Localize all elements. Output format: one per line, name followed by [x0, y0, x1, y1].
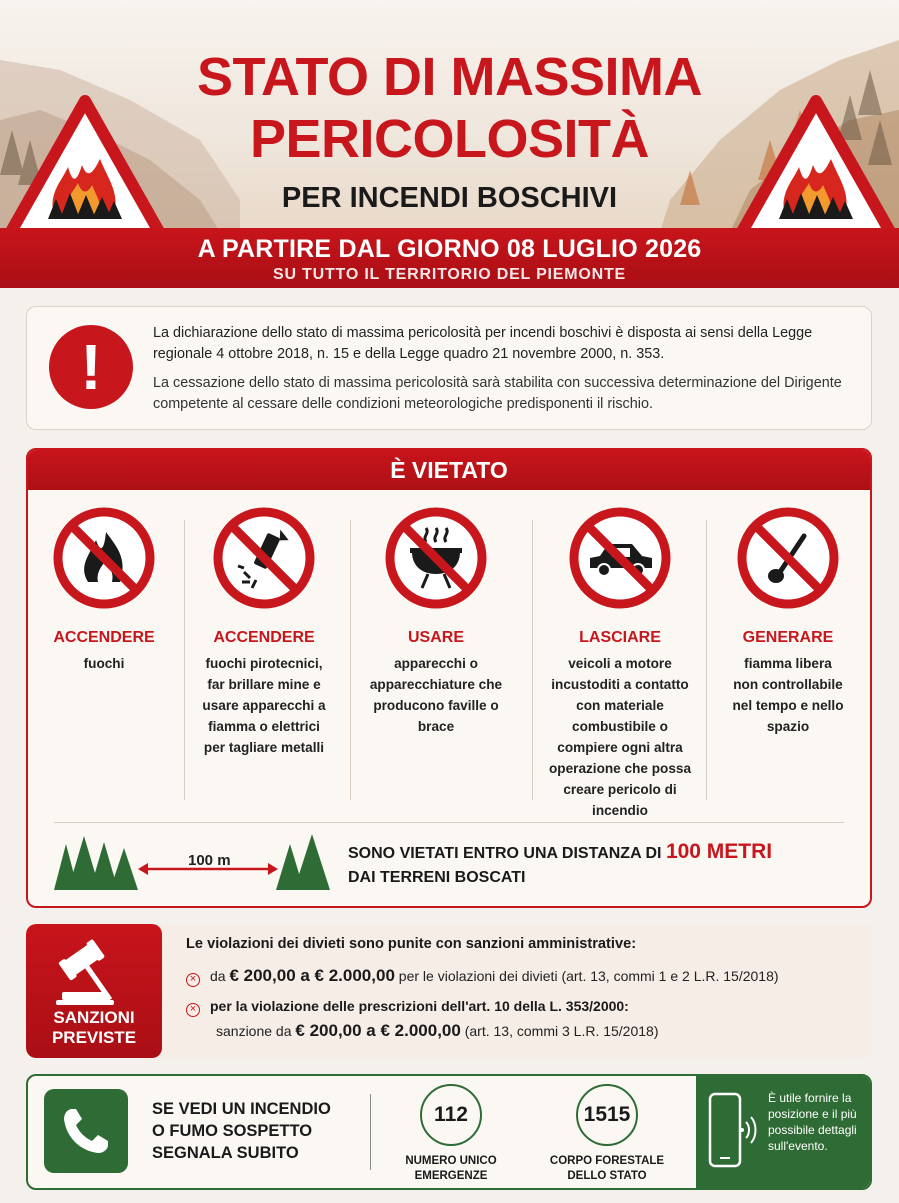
distance-value: 100 METRI — [665, 840, 773, 863]
title-line-1: STATO DI MASSIMA — [197, 47, 702, 107]
legal-declaration: La dichiarazione dello stato di massima pericolosità per incendi boschivi è disposta ai sensi della Legge regionale 4 ottobre 2018, n. 15 e della Legge quadro 21 novembre 2000, n. 353. — [153, 325, 813, 362]
sanctions-badge — [26, 924, 162, 1058]
sanction-suffix: (art. 13, commi 3 L.R. 15/2018) — [464, 1023, 659, 1039]
location-info-panel — [696, 1076, 872, 1188]
prohibitions-header: È VIETATO — [28, 450, 870, 490]
prohibition-head: LASCIARE — [579, 629, 661, 646]
header — [0, 0, 899, 232]
prohibition-desc: fuochi pirotecnici, far brillare mine e usare apparecchi a fiamma o elettrici per tagliare metalli — [202, 656, 326, 755]
phone-icon — [44, 1089, 128, 1173]
label-line2: EMERGENZE — [414, 1170, 488, 1182]
close-circle-icon: × — [186, 973, 200, 987]
cta-line2: O FUMO SOSPETTO — [152, 1122, 313, 1140]
prohibition-head: USARE — [407, 629, 464, 646]
sanction-amount: € 200,00 a € 2.000,00 — [295, 1021, 461, 1040]
fire-warning-triangle-icon — [733, 95, 899, 232]
no-car-icon — [568, 506, 672, 610]
prohibition-desc: fiamma libera non controllabile nel tempo e nello spazio — [732, 656, 844, 734]
sanctions-intro: Le violazioni dei divieti sono punite con sanzioni amministrative: — [186, 936, 637, 952]
cta-line1: SE VEDI UN INCENDIO — [152, 1100, 331, 1118]
no-barbecue-icon — [384, 506, 488, 610]
start-date: A PARTIRE DAL GIORNO 08 LUGLIO 2026 — [197, 235, 702, 263]
prohibition-desc: veicoli a motore incustoditi a contatto con materiale combustibile o compiere ogni altra operazione che possa creare pericolo di incendio — [548, 656, 692, 818]
sanction-text: per la violazione delle prescrizioni dell'art. 10 della L. 353/2000: — [210, 998, 629, 1014]
column-divider — [532, 520, 533, 800]
sanction-line-1 — [186, 966, 779, 987]
sanctions-badge-line1: SANZIONI — [53, 1008, 135, 1027]
sanctions-badge-label — [26, 1008, 162, 1048]
subtitle: PER INCENDI BOSCHIVI — [281, 182, 618, 214]
legal-cessation: La cessazione dello stato di massima pericolosità sarà stabilita con successiva determinazione del Dirigente competente al cessare delle condizioni meteorologiche predisponenti il rischio. — [153, 375, 842, 412]
sanction-line-3 — [216, 1021, 659, 1041]
title-line-2: PERICOLOSITÀ — [249, 109, 650, 169]
territory: SU TUTTO IL TERRITORIO DEL PIEMONTE — [272, 266, 627, 283]
sanctions-badge-line2: PREVISTE — [51, 1028, 137, 1047]
no-match-icon — [736, 506, 840, 610]
sanction-suffix: per le violazioni dei divieti (art. 13, commi 1 e 2 L.R. 15/2018) — [398, 968, 779, 984]
trees-icon — [276, 832, 336, 892]
cta-line3: SEGNALA SUBITO — [152, 1144, 299, 1162]
prohibition-item — [180, 506, 348, 758]
prohibition-item — [704, 506, 872, 737]
label-line1: NUMERO UNICO — [405, 1155, 497, 1167]
prohibition-item — [536, 506, 704, 821]
footer-divider — [370, 1094, 371, 1170]
location-info-text: È utile fornire la posizione e il più possibile dettagli sull'evento. — [768, 1091, 857, 1153]
distance-text — [348, 840, 772, 890]
sanction-amount: € 200,00 a € 2.000,00 — [229, 966, 395, 985]
legal-info-text — [153, 323, 853, 415]
fire-warning-triangle-icon — [2, 95, 168, 232]
exclamation-icon: ! — [49, 325, 133, 409]
prohibition-head: ACCENDERE — [213, 629, 315, 646]
row-divider — [54, 822, 844, 823]
report-fire-cta — [152, 1098, 331, 1164]
forestry-number-label — [532, 1154, 682, 1184]
date-banner — [0, 228, 899, 288]
prohibition-head: GENERARE — [742, 629, 834, 646]
prohibition-desc: apparecchi o apparecchiature che producono faville o brace — [369, 656, 503, 734]
sanctions-box — [26, 924, 872, 1058]
emergency-number-label — [376, 1154, 526, 1184]
forestry-number-1515[interactable]: 1515 — [576, 1084, 638, 1146]
prohibition-head: ACCENDERE — [53, 629, 155, 646]
smartphone-icon — [706, 1092, 762, 1172]
prohibition-desc: fuochi — [83, 656, 125, 671]
gavel-icon — [52, 936, 138, 1006]
distance-text-prefix: SONO VIETATI ENTRO UNA DISTANZA DI — [348, 845, 662, 862]
legal-info-box — [26, 306, 872, 430]
prohibition-item — [26, 506, 188, 674]
sanction-prefix: da — [210, 968, 226, 984]
no-fire-icon — [52, 506, 156, 610]
sanction-prefix: sanzione da — [216, 1023, 292, 1039]
column-divider — [350, 520, 351, 800]
prohibition-item — [352, 506, 520, 737]
close-circle-icon: × — [186, 1003, 200, 1017]
prohibitions-box — [26, 448, 872, 908]
emergency-number-112[interactable]: 112 — [420, 1084, 482, 1146]
label-line1: CORPO FORESTALE — [549, 1155, 665, 1167]
trees-icon — [52, 834, 142, 894]
distance-label: 100 m — [188, 852, 231, 869]
distance-text-suffix: DAI TERRENI BOSCATI — [348, 869, 526, 886]
label-line2: DELLO STATO — [567, 1170, 647, 1182]
emergency-footer — [26, 1074, 872, 1190]
no-fireworks-icon — [212, 506, 316, 610]
distance-row — [28, 828, 870, 898]
sanction-line-2 — [186, 998, 629, 1017]
